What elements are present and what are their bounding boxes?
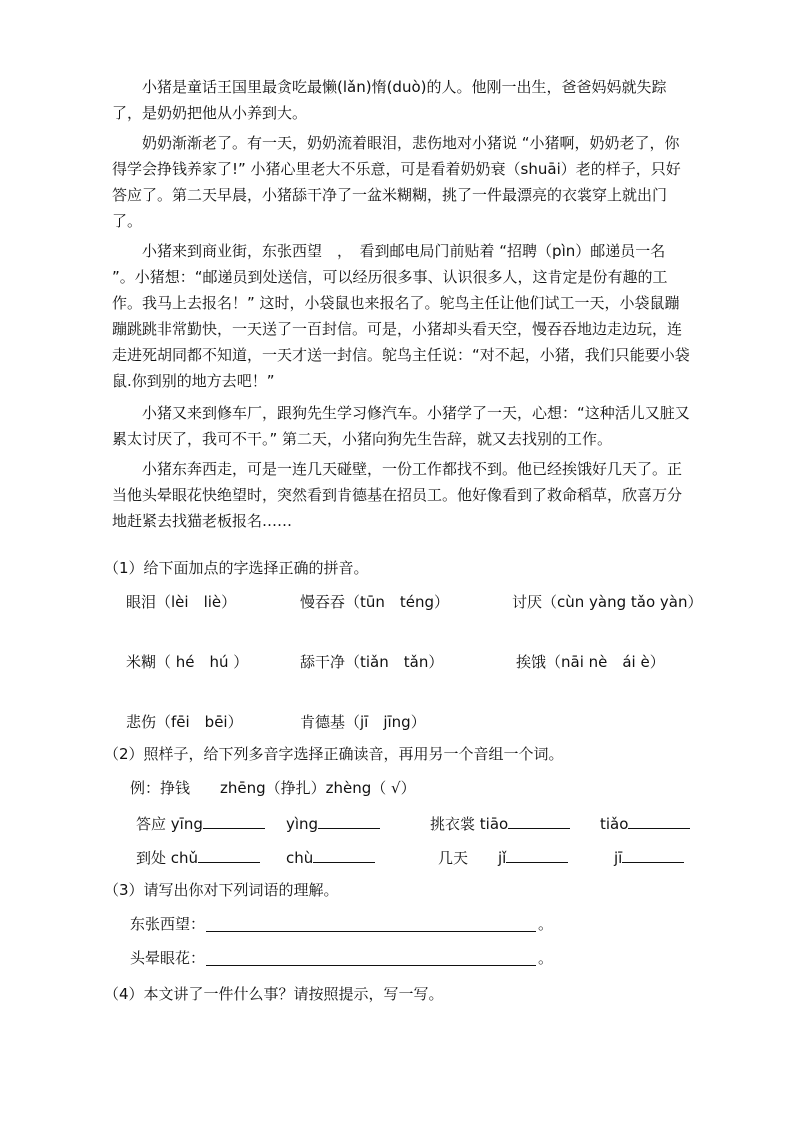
q2-daochu-yin2: chù	[286, 849, 314, 867]
q1-item-beishang: 悲伤（fēi bēi）	[126, 713, 243, 731]
q2-tiao-yin1: 挑衣裳 tiāo	[430, 815, 509, 833]
q1-item-taoyan: 讨厌（cùn yàng tǎo yàn）	[512, 593, 703, 611]
q2-tiao-yin2: tiǎo	[600, 815, 629, 833]
passage-paragraph-3: 小猪来到商业街，东张西望 ， 看到邮电局门前贴着 “招聘（pìn）邮递员一名 ”。小猪想：“邮递员到处送信，可以经历很多事、认识很多人，这肯定是份有趣的工作。我马上去报名！” 这时，小袋鼠也来报名了。鸵鸟主任让他们试工一天，小袋鼠蹦蹦跳跳非常勤快，一天送了一百封信。可是，小猪却头看天空，慢吞吞地边走边玩，连走进死胡同都不知道，一天才送一封信。鸵鸟主任说：“对不起，小猪，我们只能要小袋鼠.你到别的地方去吧！”	[112, 242, 690, 390]
answer-blank[interactable]	[622, 848, 684, 863]
q2-jitian-yin1: 几天 jǐ	[438, 849, 507, 867]
q2-row1-item3	[430, 814, 570, 834]
q3-term-touyunyanhua: 头晕眼花：	[130, 949, 206, 967]
answer-blank[interactable]	[506, 848, 568, 863]
answer-line[interactable]	[206, 930, 536, 932]
passage-paragraph-1: 小猪是童话王国里最贪吃最懒(lǎn)惰(duò)的人。他刚一出生，爸爸妈妈就失踪了，是奶奶把他从小养到大。	[112, 78, 667, 122]
q1-item-mantuntun: 慢吞吞（tūn téng）	[300, 593, 450, 611]
question-4-title: （4）本文讲了一件什么事？请按照提示，写一写。	[104, 985, 444, 1003]
q2-row1-item4	[600, 814, 690, 834]
q1-item-kendeji: 肯德基（jī jīng）	[300, 713, 426, 731]
q2-daying-yin1: 答应 yīng	[136, 815, 203, 833]
q3-term-dongzhangxiwang: 东张西望：	[130, 915, 206, 933]
q2-daochu-yin1: 到处 chǔ	[136, 849, 199, 867]
answer-blank[interactable]	[628, 814, 690, 829]
answer-blank[interactable]	[198, 848, 260, 863]
q1-item-aie: 挨饿（nāi nè ái è）	[516, 653, 665, 671]
answer-blank[interactable]	[203, 814, 265, 829]
q2-row1-item1	[136, 814, 265, 834]
question-3-title: （3）请写出你对下列词语的理解。	[104, 881, 339, 899]
question-1-title: （1）给下面加点的字选择正确的拼音。	[104, 559, 369, 577]
q3-period: 。	[538, 915, 554, 933]
passage-paragraph-4: 小猪又来到修车厂，跟狗先生学习修汽车。小猪学了一天，心想：“这种活儿又脏又累太讨厌了，我可不干。” 第二天，小猪向狗先生告辞，就又去找别的工作。	[112, 404, 690, 448]
q1-item-yanlei: 眼泪（lèi liè）	[126, 593, 237, 611]
q2-row1-item2	[286, 814, 380, 834]
q2-row2-item4	[614, 848, 684, 868]
q1-item-tiangaijing: 舔干净（tiǎn tǎn）	[300, 653, 444, 671]
answer-blank[interactable]	[313, 848, 375, 863]
q2-row2-item2	[286, 848, 375, 868]
q2-row2-item3	[438, 848, 568, 868]
answer-blank[interactable]	[318, 814, 380, 829]
answer-blank[interactable]	[508, 814, 570, 829]
q1-item-mihu: 米糊（ hé hú ）	[126, 653, 249, 671]
q2-row2-item1	[136, 848, 260, 868]
q3-period: 。	[538, 949, 554, 967]
q2-daying-yin2: yìng	[286, 815, 319, 833]
question-2-title: （2）照样子，给下列多音字选择正确读音，再用另一个音组一个词。	[104, 745, 564, 763]
passage-paragraph-5: 小猪东奔西走，可是一连几天碰壁，一份工作都找不到。他已经挨饿好几天了。正当他头晕眼花快绝望时，突然看到肯德基在招员工。他好像看到了救命稻草，欣喜万分地赶紧去找猫老板报名……	[112, 460, 683, 530]
q2-example: 例：挣钱 zhēng（挣扎）zhèng（ √）	[130, 779, 416, 797]
answer-line[interactable]	[206, 964, 536, 966]
q2-jitian-yin2: jī	[614, 849, 623, 867]
passage-paragraph-2: 奶奶渐渐老了。有一天，奶奶流着眼泪，悲伤地对小猪说 “小猪啊，奶奶老了，你得学会挣钱养家了!” 小猪心里老大不乐意，可是看着奶奶衰（shuāi）老的样子，只好答应了。第二天早晨，小猪舔干净了一盆米糊糊，挑了一件最漂亮的衣裳穿上就出门了。	[112, 134, 681, 230]
